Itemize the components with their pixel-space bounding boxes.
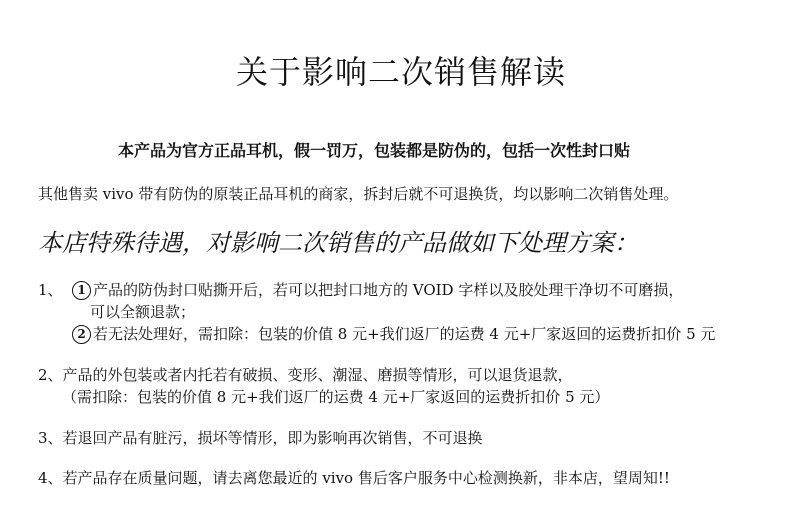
- list-item-text: 产品的外包装或者内托若有破损、变形、潮湿、磨损等情形，可以退货退款，: [62, 366, 573, 384]
- list-item-1-line-3: [72, 323, 715, 345]
- list-item-number: 3、: [38, 429, 63, 447]
- circled-number-1: 1: [72, 281, 91, 300]
- policy-subheading: 本店特殊待遇，对影响二次销售的产品做如下处理方案：: [38, 229, 638, 257]
- list-item-text: 若无法处理好，需扣除：包装的价值 8 元+我们返厂的运费 4 元+厂家返回的运费折扣价 5 元: [93, 325, 716, 343]
- list-item-text: （需扣除：包装的价值 8 元+我们返厂的运费 4 元+厂家返回的运费折扣价 5 元）: [62, 388, 610, 406]
- page-title: 关于影响二次销售解读: [235, 53, 566, 91]
- list-item-2-line-1: [38, 364, 573, 386]
- circled-number-2: 2: [72, 325, 91, 344]
- list-item-text: 产品的防伪封口贴撕开后，若可以把封口地方的 VOID 字样以及胶处理干净切不可磨损，: [93, 281, 684, 299]
- list-item-text: 若产品存在质量问题，请去离您最近的 vivo 售后客户服务中心检测换新，非本店，望周知!!: [62, 469, 670, 487]
- list-item-number: 2、: [38, 366, 63, 384]
- intro-line-2: 其他售卖 vivo 带有防伪的原装正品耳机的商家，拆封后就不可退换货，均以影响二次销售处理。: [38, 185, 679, 203]
- list-item-2-line-2: [62, 386, 609, 408]
- list-item-1-line-1: [38, 279, 683, 301]
- list-item-number: 1、: [38, 281, 63, 299]
- list-item-text: 若退回产品有脏污，损坏等情形，即为影响再次销售，不可退换: [62, 429, 483, 447]
- intro-line-1: 本产品为官方正品耳机，假一罚万，包装都是防伪的，包括一次性封口贴: [118, 141, 631, 160]
- list-item-4: [38, 467, 670, 489]
- list-item-1-line-2: [90, 301, 195, 323]
- list-item-text: 可以全额退款；: [90, 303, 196, 321]
- list-item-number: 4、: [38, 469, 63, 487]
- list-item-3: [38, 427, 483, 449]
